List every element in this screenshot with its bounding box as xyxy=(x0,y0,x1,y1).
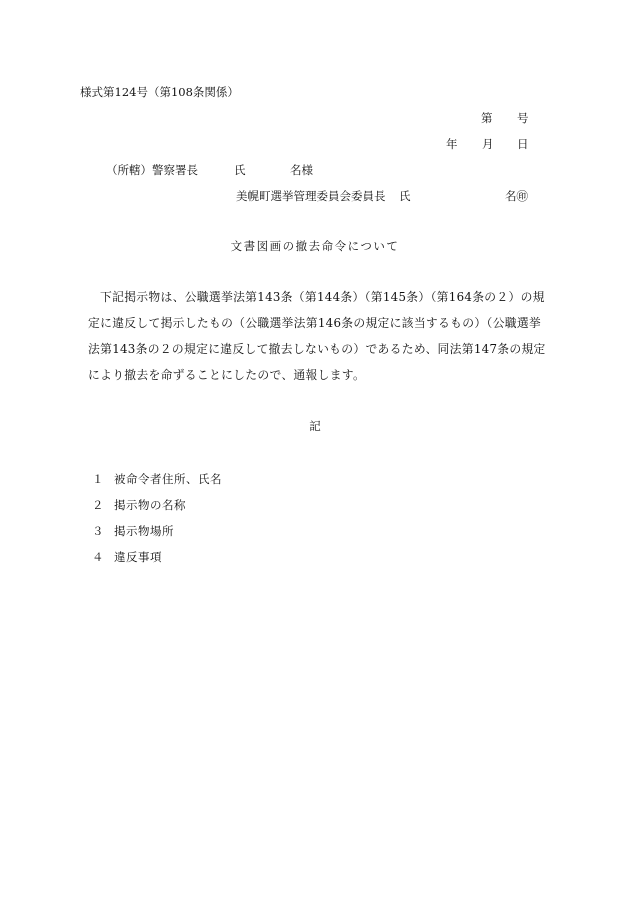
addressee-sama: 名様 xyxy=(290,163,313,177)
document-number-dai: 第 xyxy=(481,111,493,125)
item-label: 被命令者住所、氏名 xyxy=(114,472,222,486)
item-number: ２ xyxy=(92,498,104,512)
ki-heading: 記 xyxy=(309,419,321,433)
addressee-shi: 氏 xyxy=(234,163,246,177)
list-item xyxy=(92,466,222,492)
item-label: 掲示物場所 xyxy=(114,524,174,538)
date-year: 年 xyxy=(446,137,458,151)
list-item xyxy=(92,492,222,518)
document-number-go: 号 xyxy=(517,111,529,125)
date-day: 日 xyxy=(517,137,529,151)
addressee-jurisdiction: （所轄）警察署長 xyxy=(106,163,198,177)
sender-title: 美幌町選挙管理委員会委員長 xyxy=(236,189,386,203)
item-list xyxy=(92,466,222,570)
item-number: ３ xyxy=(92,524,104,538)
item-label: 違反事項 xyxy=(114,550,162,564)
item-label: 掲示物の名称 xyxy=(114,498,186,512)
item-number: ４ xyxy=(92,550,104,564)
sender-seal: 名㊞ xyxy=(505,189,528,203)
date-month: 月 xyxy=(482,137,494,151)
document-title: 文書図画の撤去命令について xyxy=(230,239,400,253)
list-item xyxy=(92,518,222,544)
form-number: 様式第124号（第108条関係） xyxy=(80,85,239,99)
item-number: １ xyxy=(92,472,104,486)
sender-shi: 氏 xyxy=(399,189,411,203)
body-paragraph: 下記掲示物は、公職選挙法第143条（第144条）（第145条）（第164条の２）の規定に違反して掲示したもの（公職選挙法第146条の規定に該当するもの）（公職選挙法第143条の２の規定に違反して撤去しないもの）であるため、同法第147条の規定により撤去を命ずることにしたので、通報します。 xyxy=(88,290,546,382)
list-item xyxy=(92,544,222,570)
